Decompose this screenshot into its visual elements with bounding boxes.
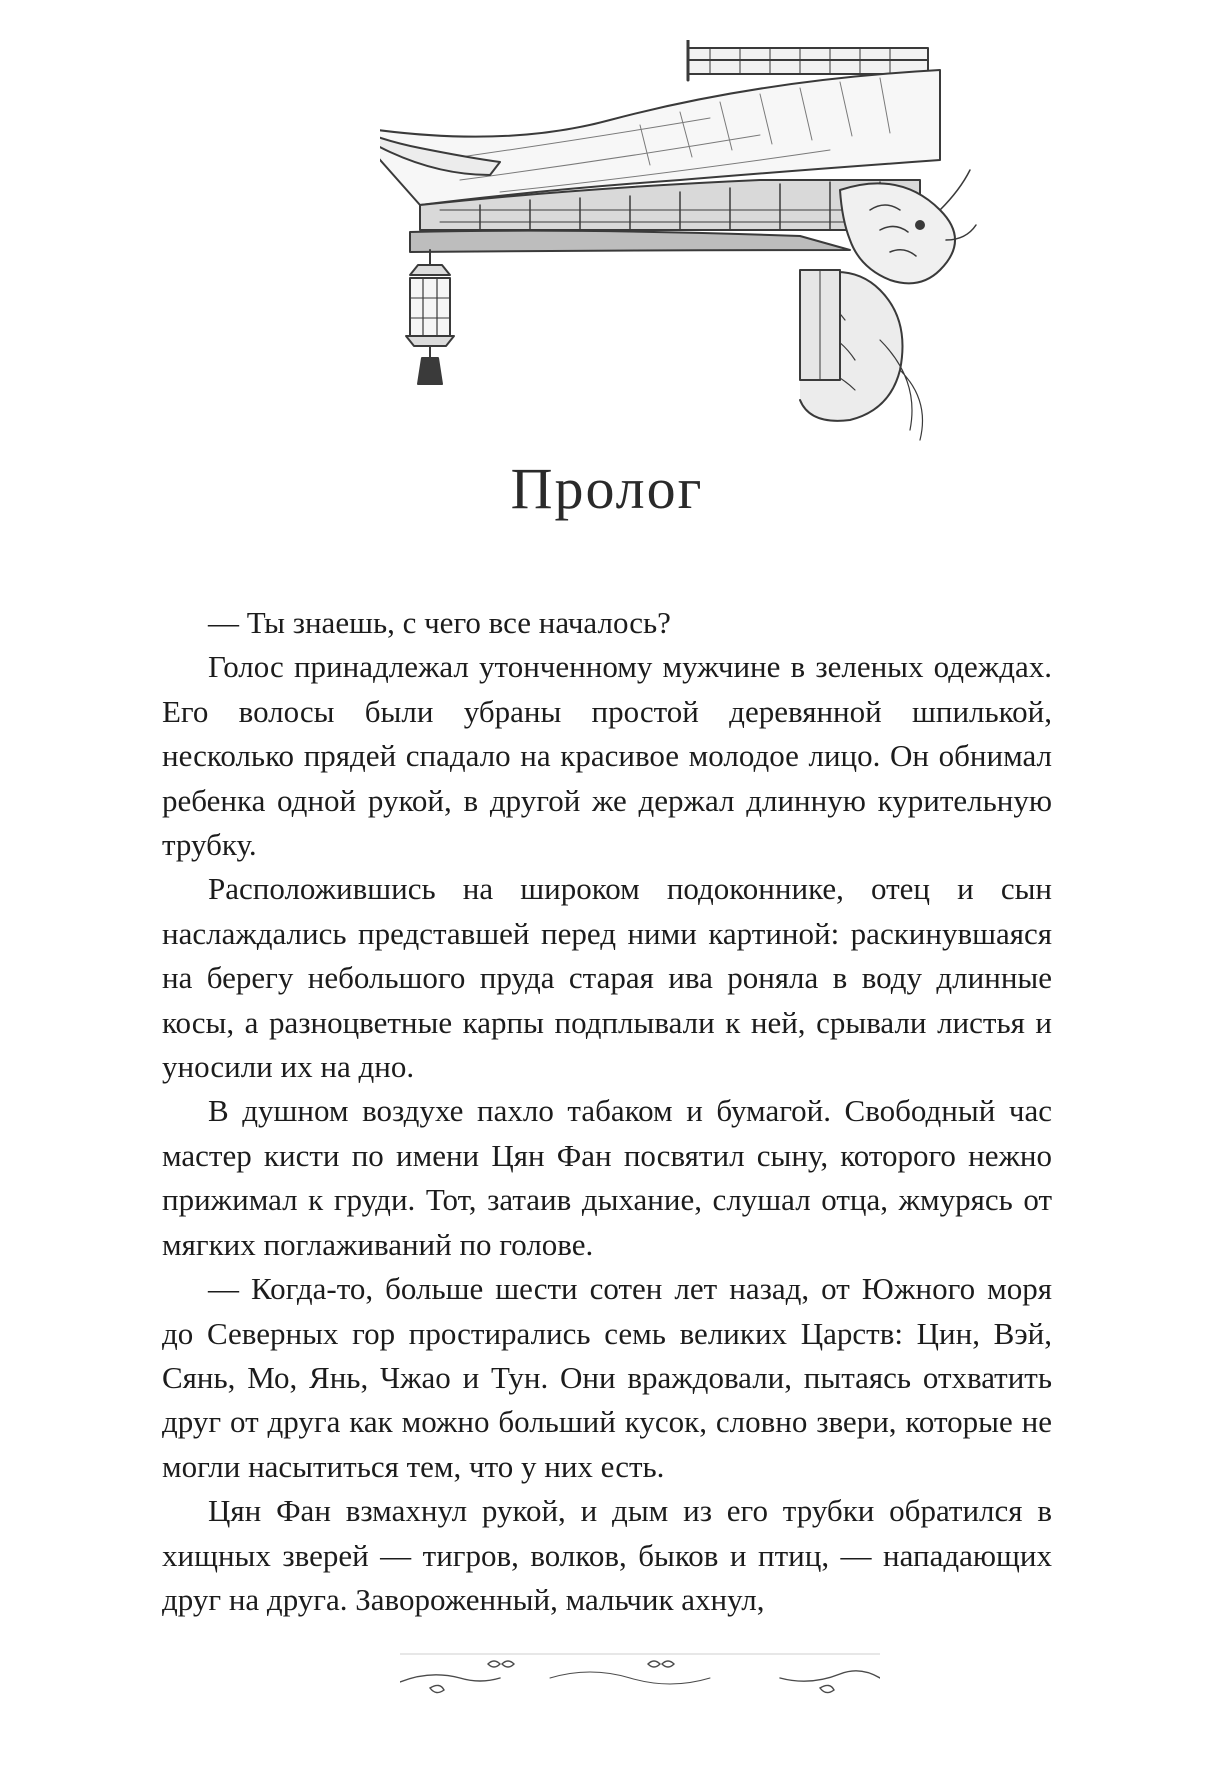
pillar: [800, 270, 840, 380]
lantern: [406, 250, 454, 384]
footer-ornament: [400, 1648, 880, 1708]
eave-beam: [410, 231, 850, 252]
paragraph: В душном воздухе пахло табаком и бумагой. Свободный час мастер кисти по имени Цян Фан посвятил сыну, которого нежно прижимал к груди. Тот, затаив дыхание, слушал отца, жмурясь от мягких поглаживаний по голове.: [162, 1093, 1052, 1262]
paragraph: Цян Фан взмахнул рукой, и дым из его трубки обратился в хищных зверей — тигров, волков, быков и птиц, — нападающих друг на друга. Завороженный, мальчик ахнул,: [162, 1493, 1052, 1617]
chapter-text: [162, 601, 1052, 1622]
paragraph: — Когда-то, больше шести сотен лет назад, от Южного моря до Северных гор простирались семь великих Царств: Цин, Вэй, Сянь, Мо, Янь, Чжао и Тун. Они враждовали, пытаясь отхватить друг от друга как можно больший кусок, словно звери, которые не могли насытиться тем, что у них есть.: [162, 1271, 1052, 1484]
roof-eave-illustration: [380, 40, 1080, 480]
paragraph: Расположившись на широком подоконнике, отец и сын наслаждались представшей перед ними картиной: раскинувшаяся на берегу небольшого пруда старая ива роняла в воду длинные косы, а разноцветные карпы подплывали к ней, срывали листья и уносили их на дно.: [162, 871, 1052, 1085]
chapter-title: Пролог: [510, 455, 704, 521]
paragraph: — Ты знаешь, с чего все началось?: [208, 605, 671, 640]
paragraph: Голос принадлежал утонченному мужчине в зеленых одеждах. Его волосы были убраны простой деревянной шпилькой, несколько прядей спадало на красивое молодое лицо. Он обнимал ребенка одной рукой, в другой же держал длинную курительную трубку.: [162, 649, 1052, 863]
